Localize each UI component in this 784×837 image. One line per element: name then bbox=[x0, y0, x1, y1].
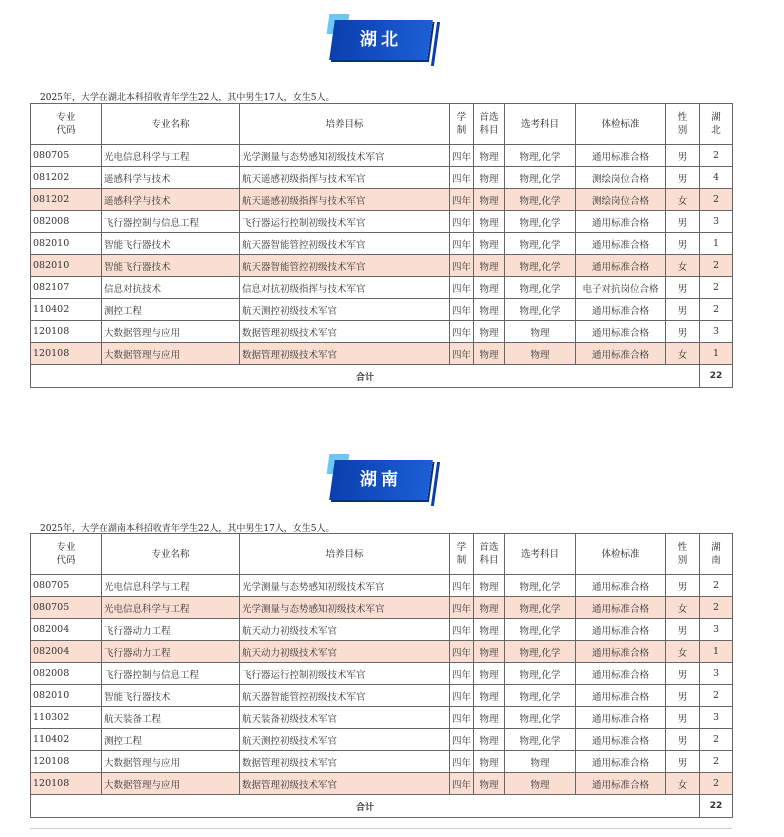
major-name-cell: 航天装备工程 bbox=[102, 707, 240, 729]
gender-cell: 女 bbox=[666, 343, 700, 365]
major-name-cell: 测控工程 bbox=[102, 729, 240, 751]
duration-cell: 四年 bbox=[450, 773, 474, 795]
count-cell: 1 bbox=[700, 641, 733, 663]
column-header-health: 体检标准 bbox=[576, 104, 666, 145]
duration-cell: 四年 bbox=[450, 255, 474, 277]
duration-cell: 四年 bbox=[450, 751, 474, 773]
code-cell: 120108 bbox=[31, 321, 102, 343]
total-label: 合计 bbox=[31, 795, 700, 818]
count-cell: 2 bbox=[700, 685, 733, 707]
health-standard-cell: 测绘岗位合格 bbox=[576, 189, 666, 211]
major-name-cell: 信息对抗技术 bbox=[102, 277, 240, 299]
health-standard-cell: 通用标准合格 bbox=[576, 233, 666, 255]
duration-cell: 四年 bbox=[450, 729, 474, 751]
count-cell: 3 bbox=[700, 707, 733, 729]
column-header-count: 湖 北 bbox=[700, 104, 733, 145]
duration-cell: 四年 bbox=[450, 189, 474, 211]
major-name-cell: 飞行器控制与信息工程 bbox=[102, 211, 240, 233]
first-subject-cell: 物理 bbox=[474, 211, 505, 233]
first-subject-cell: 物理 bbox=[474, 729, 505, 751]
table-row bbox=[31, 167, 733, 189]
health-standard-cell: 通用标准合格 bbox=[576, 751, 666, 773]
training-goal-cell: 航天器智能管控初级技术军官 bbox=[240, 685, 450, 707]
first-subject-cell: 物理 bbox=[474, 685, 505, 707]
count-cell: 2 bbox=[700, 729, 733, 751]
code-cell: 110402 bbox=[31, 729, 102, 751]
first-subject-cell: 物理 bbox=[474, 167, 505, 189]
training-goal-cell: 数据管理初级技术军官 bbox=[240, 343, 450, 365]
training-goal-cell: 飞行器运行控制初级技术军官 bbox=[240, 211, 450, 233]
first-subject-cell: 物理 bbox=[474, 751, 505, 773]
duration-cell: 四年 bbox=[450, 321, 474, 343]
elective-subjects-cell: 物理,化学 bbox=[505, 145, 576, 167]
training-goal-cell: 航天装备初级技术军官 bbox=[240, 707, 450, 729]
elective-subjects-cell: 物理,化学 bbox=[505, 167, 576, 189]
major-name-cell: 飞行器动力工程 bbox=[102, 619, 240, 641]
first-subject-cell: 物理 bbox=[474, 343, 505, 365]
count-cell: 1 bbox=[700, 233, 733, 255]
column-header-years: 学 制 bbox=[450, 534, 474, 575]
elective-subjects-cell: 物理,化学 bbox=[505, 685, 576, 707]
code-cell: 082010 bbox=[31, 255, 102, 277]
major-name-cell: 智能飞行器技术 bbox=[102, 233, 240, 255]
gender-cell: 男 bbox=[666, 299, 700, 321]
health-standard-cell: 通用标准合格 bbox=[576, 343, 666, 365]
enrollment-note: 2025年，大学在湖南本科招收青年学生22人，其中男生17人，女生5人。 bbox=[40, 524, 335, 534]
code-cell: 110302 bbox=[31, 707, 102, 729]
major-name-cell: 光电信息科学与工程 bbox=[102, 575, 240, 597]
gender-cell: 男 bbox=[666, 277, 700, 299]
major-name-cell: 大数据管理与应用 bbox=[102, 751, 240, 773]
duration-cell: 四年 bbox=[450, 663, 474, 685]
elective-subjects-cell: 物理,化学 bbox=[505, 233, 576, 255]
table-row bbox=[31, 707, 733, 729]
enrollment-table bbox=[30, 103, 733, 388]
table-row bbox=[31, 211, 733, 233]
duration-cell: 四年 bbox=[450, 641, 474, 663]
gender-cell: 男 bbox=[666, 211, 700, 233]
table-row bbox=[31, 685, 733, 707]
total-row bbox=[31, 365, 733, 388]
table-row bbox=[31, 277, 733, 299]
column-header-elective: 选考科目 bbox=[505, 104, 576, 145]
training-goal-cell: 航天遥感初级指挥与技术军官 bbox=[240, 167, 450, 189]
elective-subjects-cell: 物理,化学 bbox=[505, 707, 576, 729]
duration-cell: 四年 bbox=[450, 277, 474, 299]
province-title: 湖南 bbox=[360, 470, 402, 490]
first-subject-cell: 物理 bbox=[474, 619, 505, 641]
gender-cell: 女 bbox=[666, 597, 700, 619]
health-standard-cell: 通用标准合格 bbox=[576, 619, 666, 641]
total-row bbox=[31, 795, 733, 818]
first-subject-cell: 物理 bbox=[474, 321, 505, 343]
table-row bbox=[31, 619, 733, 641]
training-goal-cell: 飞行器运行控制初级技术军官 bbox=[240, 663, 450, 685]
column-header-years: 学 制 bbox=[450, 104, 474, 145]
code-cell: 082008 bbox=[31, 663, 102, 685]
table-header-row bbox=[31, 104, 733, 145]
count-cell: 3 bbox=[700, 211, 733, 233]
count-cell: 1 bbox=[700, 343, 733, 365]
count-cell: 3 bbox=[700, 619, 733, 641]
major-name-cell: 大数据管理与应用 bbox=[102, 773, 240, 795]
duration-cell: 四年 bbox=[450, 575, 474, 597]
elective-subjects-cell: 物理,化学 bbox=[505, 299, 576, 321]
duration-cell: 四年 bbox=[450, 211, 474, 233]
training-goal-cell: 数据管理初级技术军官 bbox=[240, 751, 450, 773]
health-standard-cell: 通用标准合格 bbox=[576, 707, 666, 729]
duration-cell: 四年 bbox=[450, 343, 474, 365]
health-standard-cell: 通用标准合格 bbox=[576, 575, 666, 597]
total-count: 22 bbox=[700, 795, 733, 818]
duration-cell: 四年 bbox=[450, 233, 474, 255]
gender-cell: 男 bbox=[666, 145, 700, 167]
table-row bbox=[31, 321, 733, 343]
first-subject-cell: 物理 bbox=[474, 189, 505, 211]
code-cell: 082010 bbox=[31, 233, 102, 255]
table-row bbox=[31, 597, 733, 619]
gender-cell: 男 bbox=[666, 751, 700, 773]
table-row bbox=[31, 343, 733, 365]
gender-cell: 男 bbox=[666, 729, 700, 751]
gender-cell: 男 bbox=[666, 575, 700, 597]
first-subject-cell: 物理 bbox=[474, 299, 505, 321]
code-cell: 081202 bbox=[31, 189, 102, 211]
health-standard-cell: 通用标准合格 bbox=[576, 685, 666, 707]
health-standard-cell: 通用标准合格 bbox=[576, 641, 666, 663]
major-name-cell: 飞行器控制与信息工程 bbox=[102, 663, 240, 685]
table-row bbox=[31, 663, 733, 685]
column-header-gender: 性 别 bbox=[666, 534, 700, 575]
major-name-cell: 光电信息科学与工程 bbox=[102, 145, 240, 167]
duration-cell: 四年 bbox=[450, 299, 474, 321]
elective-subjects-cell: 物理,化学 bbox=[505, 189, 576, 211]
major-name-cell: 飞行器动力工程 bbox=[102, 641, 240, 663]
count-cell: 2 bbox=[700, 277, 733, 299]
elective-subjects-cell: 物理 bbox=[505, 751, 576, 773]
table-row bbox=[31, 751, 733, 773]
table-row bbox=[31, 233, 733, 255]
health-standard-cell: 通用标准合格 bbox=[576, 773, 666, 795]
first-subject-cell: 物理 bbox=[474, 277, 505, 299]
health-standard-cell: 通用标准合格 bbox=[576, 597, 666, 619]
first-subject-cell: 物理 bbox=[474, 707, 505, 729]
column-header-count: 湖 南 bbox=[700, 534, 733, 575]
duration-cell: 四年 bbox=[450, 145, 474, 167]
elective-subjects-cell: 物理,化学 bbox=[505, 641, 576, 663]
training-goal-cell: 信息对抗初级指挥与技术军官 bbox=[240, 277, 450, 299]
table-row bbox=[31, 729, 733, 751]
training-goal-cell: 光学测量与态势感知初级技术军官 bbox=[240, 597, 450, 619]
column-header-code: 专业 代码 bbox=[31, 534, 102, 575]
gender-cell: 女 bbox=[666, 255, 700, 277]
elective-subjects-cell: 物理,化学 bbox=[505, 729, 576, 751]
training-goal-cell: 航天遥感初级指挥与技术军官 bbox=[240, 189, 450, 211]
table-header-row bbox=[31, 534, 733, 575]
gender-cell: 男 bbox=[666, 619, 700, 641]
training-goal-cell: 航天器智能管控初级技术军官 bbox=[240, 233, 450, 255]
code-cell: 082107 bbox=[31, 277, 102, 299]
province-badge bbox=[322, 14, 440, 70]
major-name-cell: 测控工程 bbox=[102, 299, 240, 321]
gender-cell: 男 bbox=[666, 167, 700, 189]
code-cell: 082008 bbox=[31, 211, 102, 233]
elective-subjects-cell: 物理 bbox=[505, 343, 576, 365]
major-name-cell: 智能飞行器技术 bbox=[102, 685, 240, 707]
gender-cell: 男 bbox=[666, 321, 700, 343]
duration-cell: 四年 bbox=[450, 707, 474, 729]
health-standard-cell: 通用标准合格 bbox=[576, 299, 666, 321]
elective-subjects-cell: 物理 bbox=[505, 321, 576, 343]
province-badge bbox=[322, 454, 440, 510]
code-cell: 120108 bbox=[31, 773, 102, 795]
column-header-first: 首选 科目 bbox=[474, 104, 505, 145]
major-name-cell: 智能飞行器技术 bbox=[102, 255, 240, 277]
major-name-cell: 大数据管理与应用 bbox=[102, 321, 240, 343]
enrollment-table bbox=[30, 533, 733, 818]
count-cell: 2 bbox=[700, 773, 733, 795]
gender-cell: 女 bbox=[666, 641, 700, 663]
count-cell: 2 bbox=[700, 255, 733, 277]
enrollment-note: 2025年，大学在湖北本科招收青年学生22人，其中男生17人，女生5人。 bbox=[40, 93, 335, 103]
duration-cell: 四年 bbox=[450, 685, 474, 707]
column-header-goal: 培养目标 bbox=[240, 534, 450, 575]
major-name-cell: 大数据管理与应用 bbox=[102, 343, 240, 365]
count-cell: 2 bbox=[700, 751, 733, 773]
count-cell: 2 bbox=[700, 597, 733, 619]
gender-cell: 男 bbox=[666, 663, 700, 685]
training-goal-cell: 航天器智能管控初级技术军官 bbox=[240, 255, 450, 277]
elective-subjects-cell: 物理,化学 bbox=[505, 597, 576, 619]
elective-subjects-cell: 物理,化学 bbox=[505, 211, 576, 233]
first-subject-cell: 物理 bbox=[474, 255, 505, 277]
first-subject-cell: 物理 bbox=[474, 641, 505, 663]
elective-subjects-cell: 物理,化学 bbox=[505, 619, 576, 641]
table-row bbox=[31, 255, 733, 277]
first-subject-cell: 物理 bbox=[474, 597, 505, 619]
table-row bbox=[31, 575, 733, 597]
column-header-code: 专业 代码 bbox=[31, 104, 102, 145]
count-cell: 2 bbox=[700, 299, 733, 321]
table-row bbox=[31, 641, 733, 663]
health-standard-cell: 测绘岗位合格 bbox=[576, 167, 666, 189]
health-standard-cell: 通用标准合格 bbox=[576, 663, 666, 685]
count-cell: 2 bbox=[700, 575, 733, 597]
table-row bbox=[31, 773, 733, 795]
code-cell: 120108 bbox=[31, 751, 102, 773]
training-goal-cell: 数据管理初级技术军官 bbox=[240, 773, 450, 795]
count-cell: 4 bbox=[700, 167, 733, 189]
elective-subjects-cell: 物理 bbox=[505, 773, 576, 795]
gender-cell: 男 bbox=[666, 707, 700, 729]
training-goal-cell: 航天动力初级技术军官 bbox=[240, 619, 450, 641]
column-header-goal: 培养目标 bbox=[240, 104, 450, 145]
code-cell: 082004 bbox=[31, 619, 102, 641]
training-goal-cell: 光学测量与态势感知初级技术军官 bbox=[240, 145, 450, 167]
elective-subjects-cell: 物理,化学 bbox=[505, 277, 576, 299]
code-cell: 080705 bbox=[31, 597, 102, 619]
column-header-name: 专业名称 bbox=[102, 104, 240, 145]
column-header-gender: 性 别 bbox=[666, 104, 700, 145]
major-name-cell: 遥感科学与技术 bbox=[102, 189, 240, 211]
health-standard-cell: 通用标准合格 bbox=[576, 255, 666, 277]
table-row bbox=[31, 145, 733, 167]
training-goal-cell: 航天动力初级技术军官 bbox=[240, 641, 450, 663]
training-goal-cell: 航天测控初级技术军官 bbox=[240, 299, 450, 321]
total-label: 合计 bbox=[31, 365, 700, 388]
duration-cell: 四年 bbox=[450, 167, 474, 189]
gender-cell: 女 bbox=[666, 189, 700, 211]
elective-subjects-cell: 物理,化学 bbox=[505, 663, 576, 685]
health-standard-cell: 通用标准合格 bbox=[576, 321, 666, 343]
code-cell: 120108 bbox=[31, 343, 102, 365]
code-cell: 080705 bbox=[31, 145, 102, 167]
first-subject-cell: 物理 bbox=[474, 773, 505, 795]
code-cell: 082004 bbox=[31, 641, 102, 663]
first-subject-cell: 物理 bbox=[474, 145, 505, 167]
elective-subjects-cell: 物理,化学 bbox=[505, 575, 576, 597]
major-name-cell: 遥感科学与技术 bbox=[102, 167, 240, 189]
column-header-health: 体检标准 bbox=[576, 534, 666, 575]
code-cell: 080705 bbox=[31, 575, 102, 597]
health-standard-cell: 通用标准合格 bbox=[576, 145, 666, 167]
major-name-cell: 光电信息科学与工程 bbox=[102, 597, 240, 619]
column-header-first: 首选 科目 bbox=[474, 534, 505, 575]
gender-cell: 男 bbox=[666, 685, 700, 707]
health-standard-cell: 电子对抗岗位合格 bbox=[576, 277, 666, 299]
total-count: 22 bbox=[700, 365, 733, 388]
code-cell: 081202 bbox=[31, 167, 102, 189]
gender-cell: 女 bbox=[666, 773, 700, 795]
column-header-name: 专业名称 bbox=[102, 534, 240, 575]
training-goal-cell: 航天测控初级技术军官 bbox=[240, 729, 450, 751]
divider bbox=[30, 828, 732, 829]
elective-subjects-cell: 物理,化学 bbox=[505, 255, 576, 277]
table-row bbox=[31, 299, 733, 321]
health-standard-cell: 通用标准合格 bbox=[576, 211, 666, 233]
count-cell: 3 bbox=[700, 321, 733, 343]
first-subject-cell: 物理 bbox=[474, 575, 505, 597]
table-row bbox=[31, 189, 733, 211]
first-subject-cell: 物理 bbox=[474, 663, 505, 685]
first-subject-cell: 物理 bbox=[474, 233, 505, 255]
code-cell: 110402 bbox=[31, 299, 102, 321]
count-cell: 2 bbox=[700, 145, 733, 167]
training-goal-cell: 光学测量与态势感知初级技术军官 bbox=[240, 575, 450, 597]
gender-cell: 男 bbox=[666, 233, 700, 255]
column-header-elective: 选考科目 bbox=[505, 534, 576, 575]
count-cell: 3 bbox=[700, 663, 733, 685]
health-standard-cell: 通用标准合格 bbox=[576, 729, 666, 751]
count-cell: 2 bbox=[700, 189, 733, 211]
province-title: 湖北 bbox=[360, 30, 402, 50]
duration-cell: 四年 bbox=[450, 597, 474, 619]
code-cell: 082010 bbox=[31, 685, 102, 707]
duration-cell: 四年 bbox=[450, 619, 474, 641]
training-goal-cell: 数据管理初级技术军官 bbox=[240, 321, 450, 343]
